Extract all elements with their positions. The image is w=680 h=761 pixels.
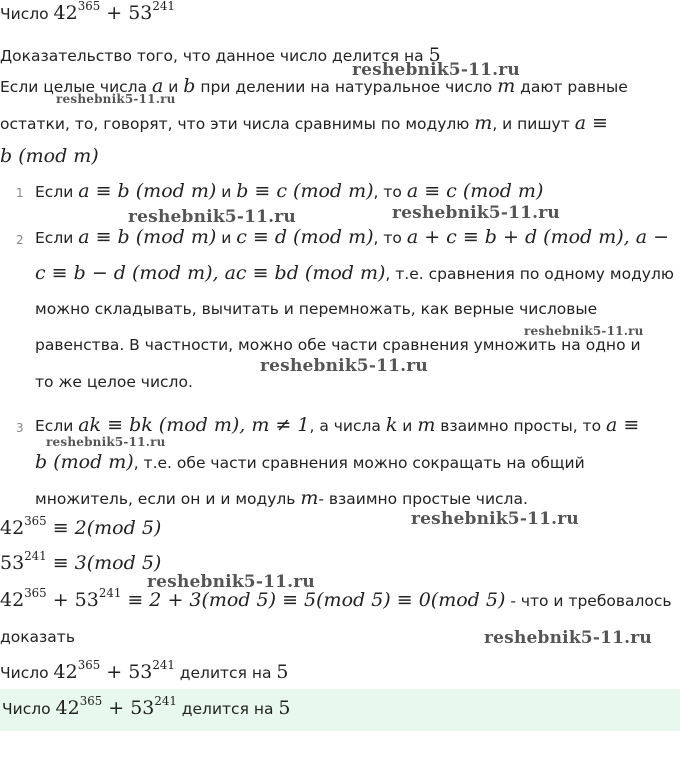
intro-line-3: b (mod m) [0, 145, 99, 167]
watermark: reshebnik5-11.ru [260, 356, 428, 376]
intro-line-2: остатки, то, говорят, что эти числа сравнимы по модулю m, и пишут a ≡ [0, 112, 608, 134]
intro-line-1: Если целые числа a и b при делении на натуральное число m дают равные [0, 75, 628, 97]
rule-2-line-1: Если a ≡ b (mod m) и c ≡ d (mod m), то a + c ≡ b + d (mod m), a − [35, 226, 670, 248]
problem-title: Число $42^{365} + 53^{241}$ [0, 0, 175, 24]
rule-3-line-2: b (mod m), т.е. обе части сравнения можно сокращать на общий [35, 451, 585, 473]
watermark: reshebnik5-11.ru [147, 572, 315, 592]
rule-number-2: 2 [16, 233, 24, 247]
watermark: reshebnik5-11.ru [46, 435, 166, 449]
watermark: reshebnik5-11.ru [128, 207, 296, 227]
proof-heading: Доказательство того, что данное число делится на 5 [0, 44, 441, 66]
watermark: reshebnik5-11.ru [411, 509, 579, 529]
title-text: Число [0, 5, 54, 23]
answer-text: Число $42^{365} + 53^{241}$ делится на 5 [2, 694, 291, 719]
rule-number-3: 3 [16, 421, 24, 435]
watermark: reshebnik5-11.ru [484, 628, 652, 648]
rule-3-line-3: множитель, если он и и модуль m- взаимно простые числа. [35, 487, 528, 509]
watermark: reshebnik5-11.ru [524, 324, 644, 338]
watermark: reshebnik5-11.ru [392, 203, 560, 223]
rule-2-line-5: то же целое число. [35, 373, 193, 391]
rule-2-line-2: c ≡ b − d (mod m), ac ≡ bd (mod m), т.е. сравнения по одному модулю [35, 262, 674, 284]
answer-box [0, 689, 680, 731]
congruence-42: $42^{365} \equiv 2(mod$ 5) [0, 514, 162, 539]
congruence-53: $53^{241} \equiv 3(mod$ 5) [0, 549, 162, 574]
congruence-sum: $42^{365} + 53^{241} \equiv 2 + 3(mod$ 5) ≡ 5(mod 5) ≡ 0(mod 5) - что и требовалось [0, 586, 672, 611]
watermark: reshebnik5-11.ru [352, 60, 520, 80]
watermark: reshebnik5-11.ru [56, 92, 176, 106]
rule-2-line-4: равенства. В частности, можно обе части сравнения умножить на одно и [35, 336, 641, 354]
rule-number-1: 1 [16, 186, 24, 200]
rule-1: Если a ≡ b (mod m) и b ≡ c (mod m), то a ≡ c (mod m) [35, 180, 544, 202]
conclusion: Число $42^{365} + 53^{241}$ делится на 5 [0, 658, 289, 683]
rule-3-line-1: Если ak ≡ bk (mod m), m ≠ 1, а числа k и m взаимно просты, то a ≡ [35, 414, 640, 436]
congruence-sum-continued: доказать [0, 628, 75, 646]
rule-2-line-3: можно складывать, вычитать и перемножать, как верные числовые [35, 300, 598, 318]
